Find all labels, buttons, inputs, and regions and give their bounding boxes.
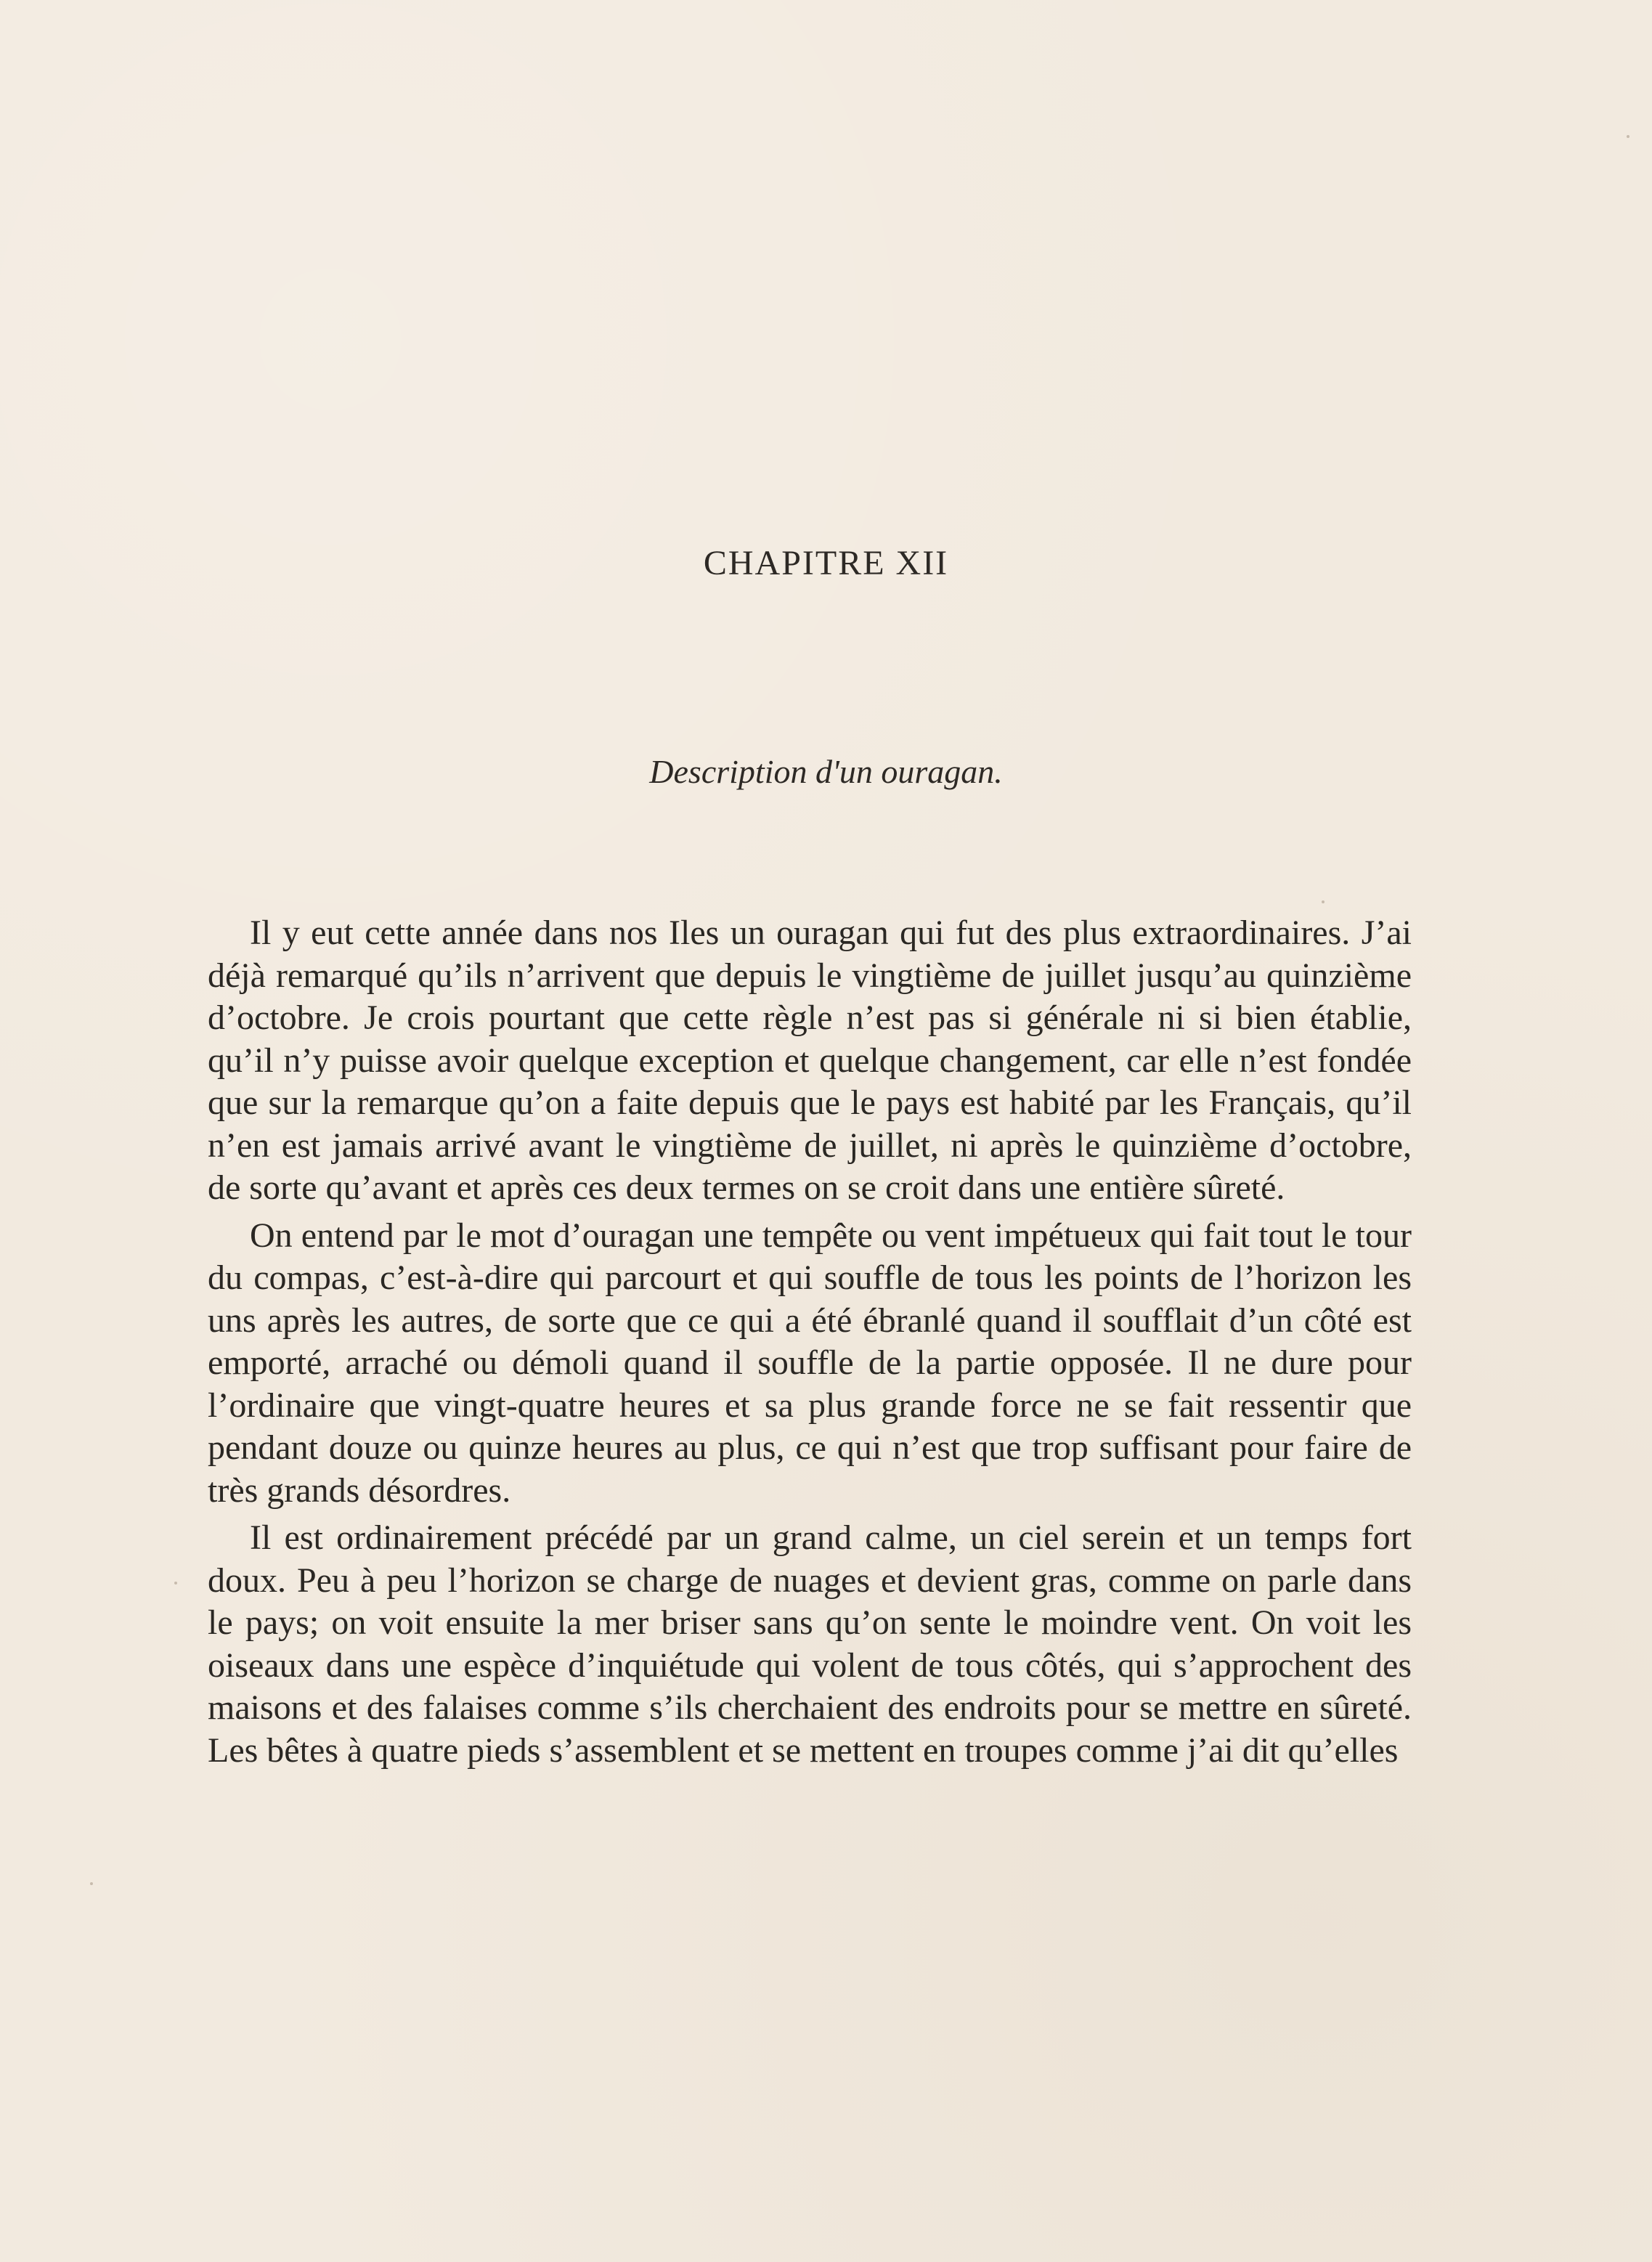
chapter-subtitle: Description d'un ouragan. [649, 753, 1003, 790]
paragraph-2: On entend par le mot d’ouragan une tempête ou vent impétueux qui fait tout le tour du compas, c’est-à-dire qui parcourt et qui souffle de tous les points de l’horizon les uns après les autres, de sorte que ce qui a été ébranlé quand il soufflait d’un côté est emporté, arraché ou démoli quand il souffle de la partie opposée. Il ne dure pour l’ordinaire que vingt-quatre heures et sa plus grande force ne se fait ressentir que pendant douze ou quinze heures au plus, ce qui n’est que trop suffisant pour faire de très grands désordres. [208, 1216, 1412, 1510]
body-text [208, 912, 1412, 1772]
paper-speck [90, 1882, 93, 1885]
paragraph-1: Il y eut cette année dans nos Iles un ouragan qui fut des plus extraordinaires. J’ai déjà remarqué qu’ils n’arrivent que depuis le vingtième de juillet jusqu’au quinzième d’octobre. Je crois pourtant que cette règle n’est pas si générale ni si bien établie, qu’il n’y puisse avoir quelque exception et quelque changement, car elle n’est fondée que sur la remarque qu’on a faite depuis que le pays est habité par les Français, qu’il n’en est jamais arrivé avant le vingtième de juillet, ni après le quinzième d’octobre, de sorte qu’avant et après ces deux termes on se croit dans une entière sûreté. [208, 914, 1412, 1207]
paper-speck [174, 1582, 177, 1584]
paper-speck [1627, 135, 1629, 138]
chapter-title: CHAPITRE XII [703, 544, 949, 582]
paragraph-3: Il est ordinairement précédé par un grand calme, un ciel serein et un temps fort doux. Peu à peu l’horizon se charge de nuages et devient gras, comme on parle dans le pays; on voit ensuite la mer briser sans qu’on sente le moindre vent. On voit les oiseaux dans une espèce d’inquiétude qui volent de tous côtés, qui s’approchent des maisons et des falaises comme s’ils cherchaient des endroits pour se mettre en sûreté. Les bêtes à quatre pieds s’assemblent et se mettent en troupes comme j’ai dit qu’elles [208, 1518, 1412, 1770]
paper-speck [1322, 900, 1325, 903]
